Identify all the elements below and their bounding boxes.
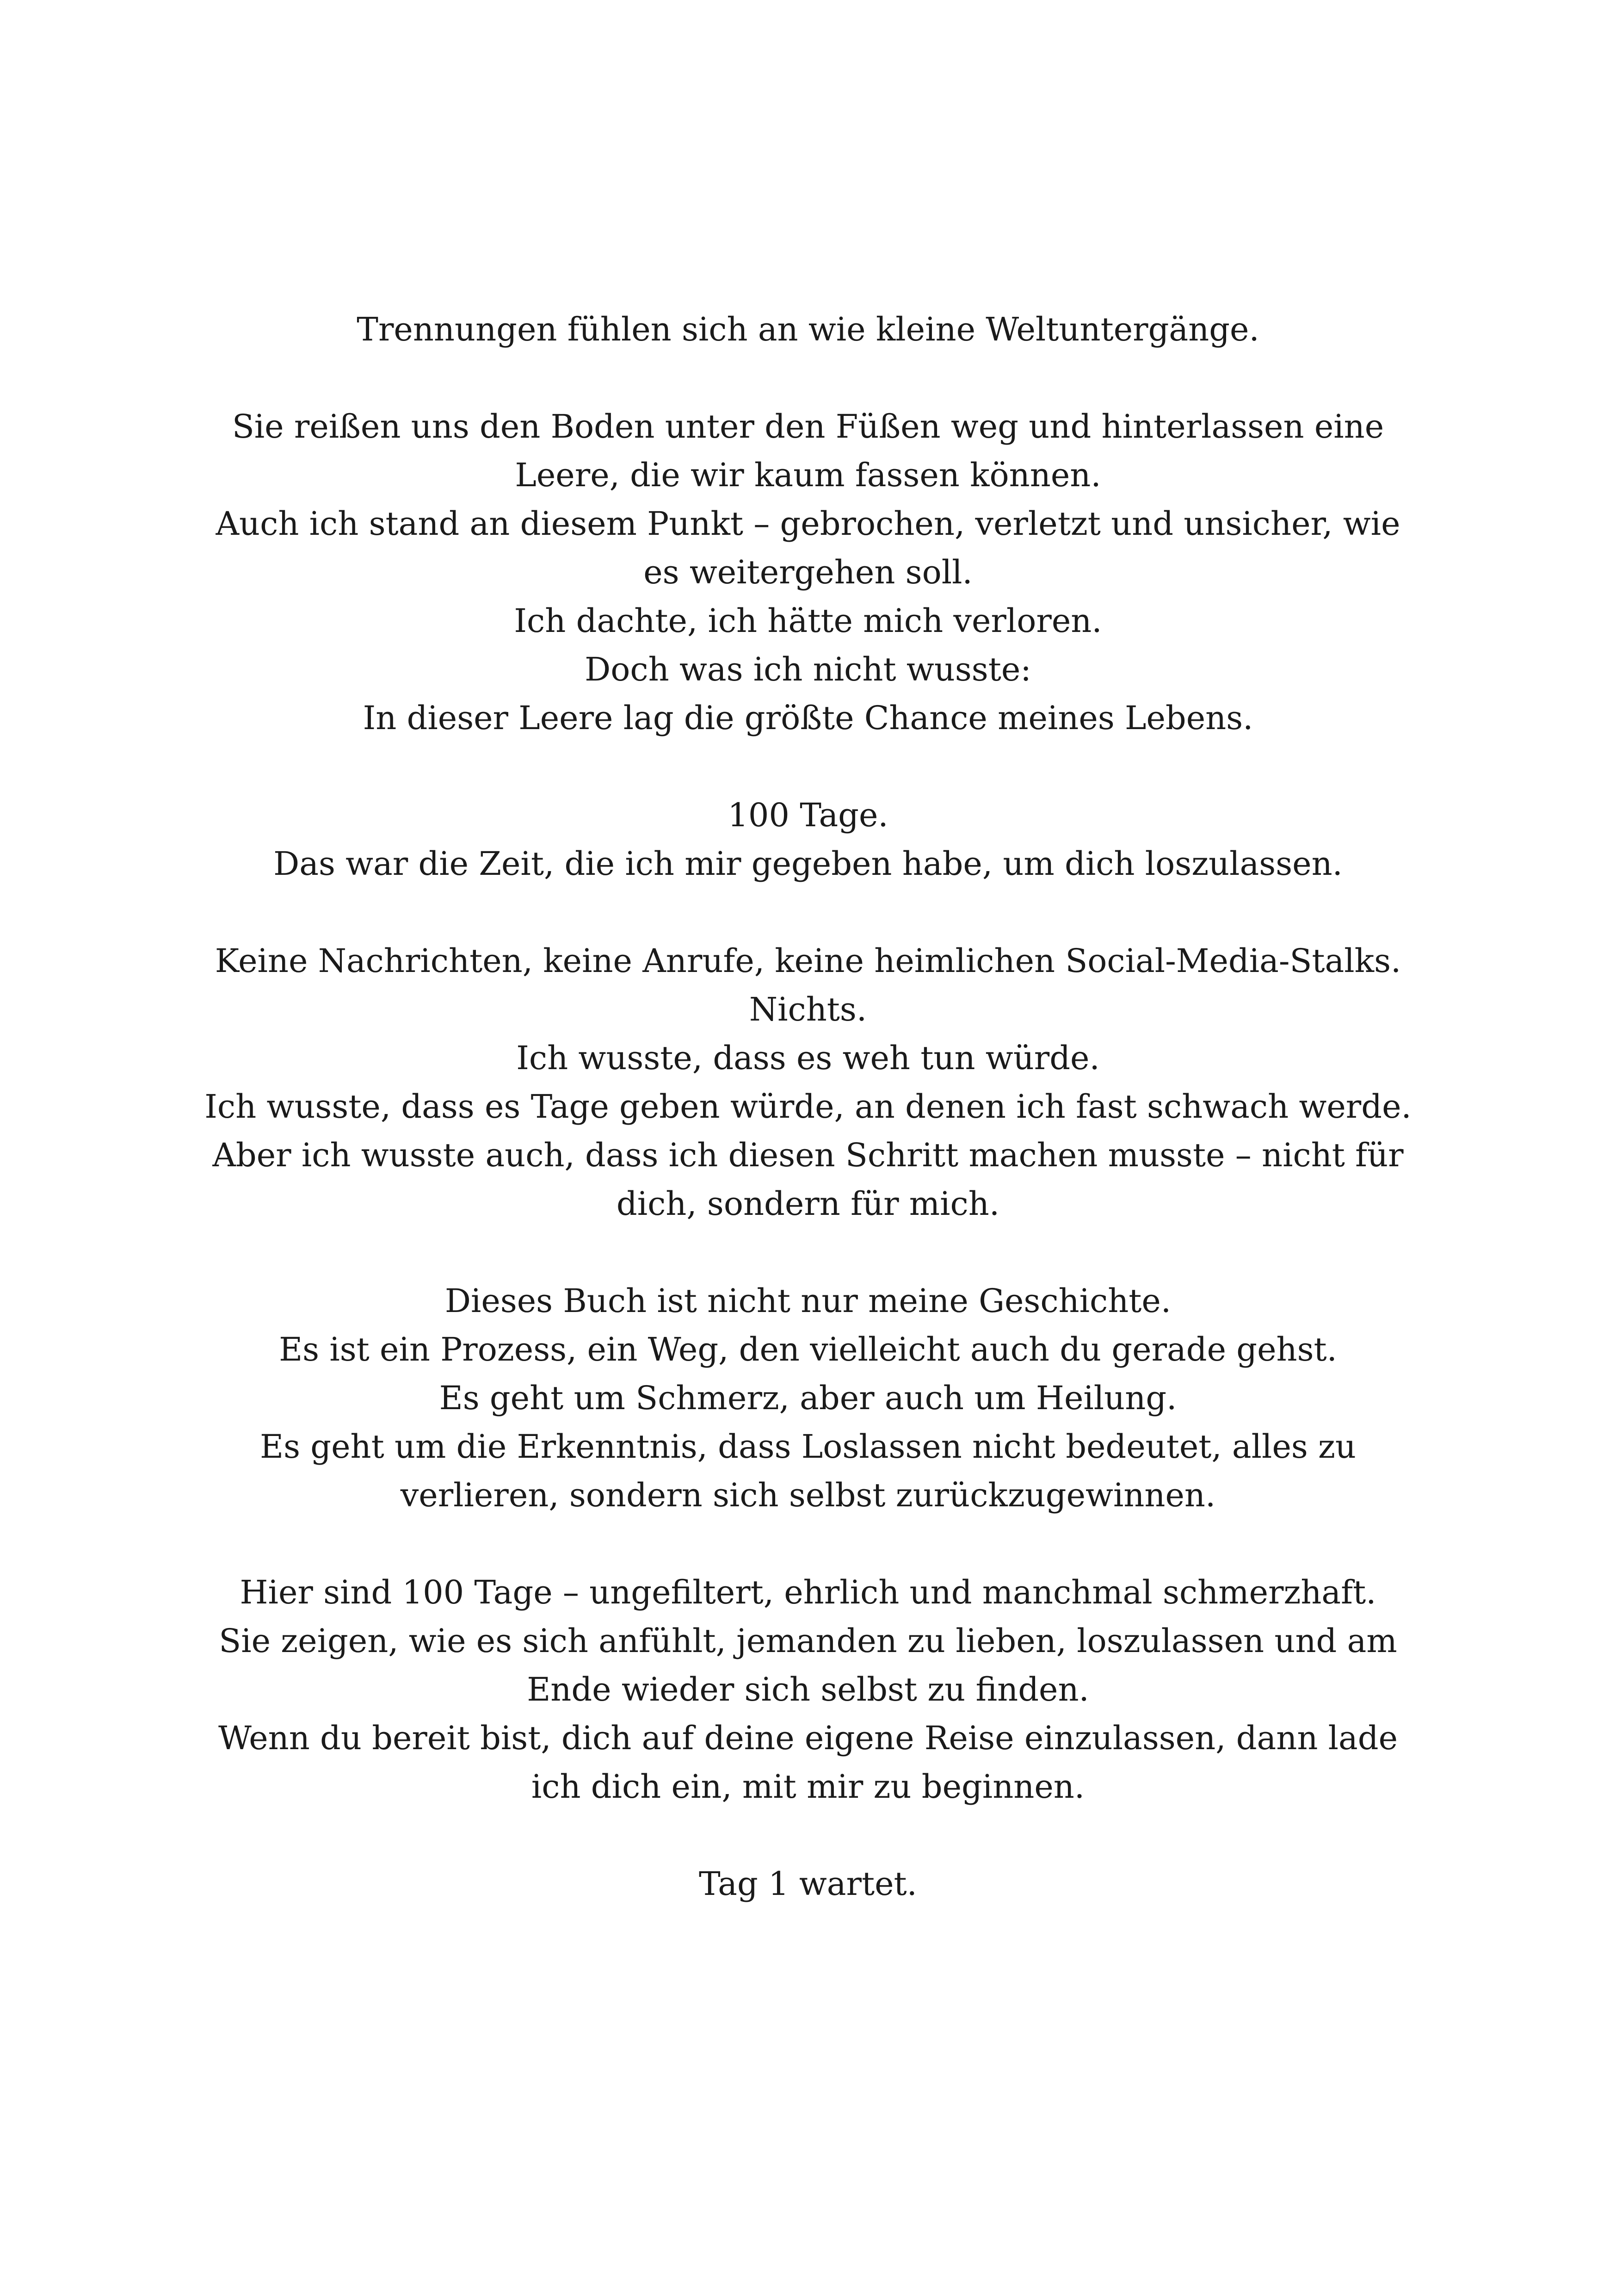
text-line: Auch ich stand an diesem Punkt – gebrochen, verletzt und unsicher, wie es weitergehen soll. [216, 505, 1400, 591]
prologue-text [194, 305, 1422, 1908]
text-line: Trennungen fühlen sich an wie kleine Weltuntergänge. [357, 310, 1259, 348]
paragraph-7 [194, 1860, 1422, 1908]
text-line: Dieses Buch ist nicht nur meine Geschichte. [444, 1282, 1172, 1320]
text-line: Doch was ich nicht wusste: [585, 650, 1031, 688]
text-line: Ich wusste, dass es weh tun würde. [516, 1039, 1100, 1077]
text-line: Das war die Zeit, die ich mir gegeben habe, um dich loszulassen. [273, 845, 1343, 883]
text-line: Es ist ein Prozess, ein Weg, den vielleicht auch du gerade gehst. [279, 1331, 1337, 1368]
text-line: Tag 1 wartet. [699, 1865, 917, 1903]
text-line: Ich dachte, ich hätte mich verloren. [514, 602, 1102, 640]
text-line: Ich wusste, dass es Tage geben würde, an denen ich fast schwach werde. [204, 1088, 1412, 1126]
text-line: Keine Nachrichten, keine Anrufe, keine heimlichen Social-Media-Stalks. [215, 942, 1401, 980]
paragraph-5 [194, 1277, 1422, 1520]
paragraph-6 [194, 1568, 1422, 1811]
text-line: Hier sind 100 Tage – ungefiltert, ehrlich und manchmal schmerzhaft. [240, 1573, 1376, 1611]
text-line: Nichts. [749, 990, 867, 1028]
paragraph-4 [194, 937, 1422, 1228]
text-line: Es geht um Schmerz, aber auch um Heilung. [439, 1379, 1177, 1417]
paragraph-1 [194, 305, 1422, 354]
text-line: 100 Tage. [728, 796, 888, 834]
text-line: Aber ich wusste auch, dass ich diesen Schritt machen musste – nicht für dich, sondern für mich. [212, 1136, 1404, 1223]
paragraph-3 [194, 791, 1422, 888]
text-line: Wenn du bereit bist, dich auf deine eigene Reise einzulassen, dann lade ich dich ein, mit mir zu beginnen. [218, 1719, 1398, 1806]
paragraph-2 [194, 402, 1422, 743]
text-line: In dieser Leere lag die größte Chance meines Lebens. [363, 699, 1253, 737]
text-line: Sie reißen uns den Boden unter den Füßen weg und hinterlassen eine Leere, die wir kaum fassen können. [232, 408, 1384, 494]
text-line: Sie zeigen, wie es sich anfühlt, jemanden zu lieben, loszulassen und am Ende wieder sich selbst zu finden. [219, 1622, 1397, 1708]
text-line: Es geht um die Erkenntnis, dass Loslassen nicht bedeutet, alles zu verlieren, sondern sich selbst zurückzugewinnen. [259, 1428, 1357, 1514]
